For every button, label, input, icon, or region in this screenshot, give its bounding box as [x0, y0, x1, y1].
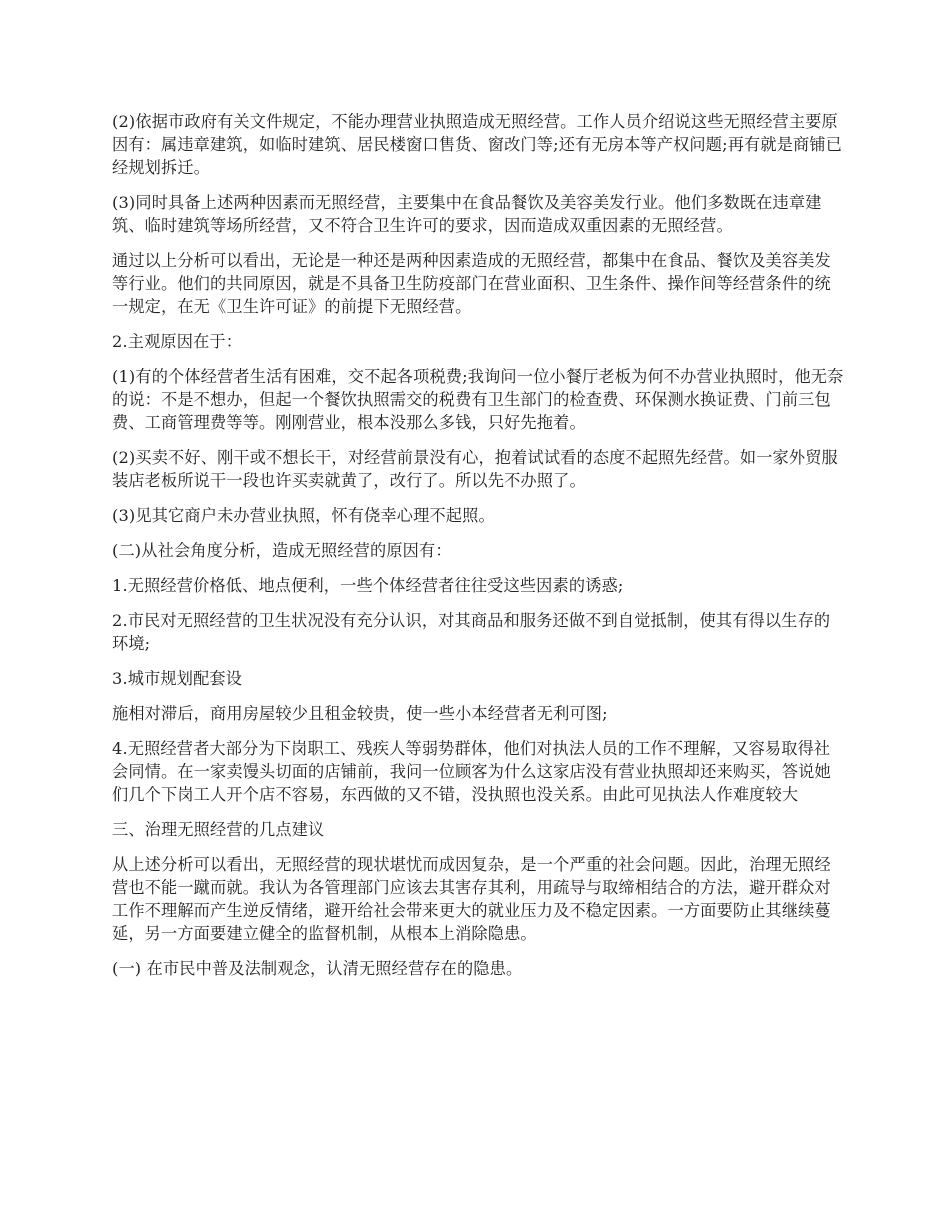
paragraph-cause-2: (2)依据市政府有关文件规定，不能办理营业执照造成无照经营。工作人员介绍说这些无照经营主要原因有：属违章建筑，如临时建筑、居民楼窗口售货、窗改门等;还有无房本等产权问题;再有就是商铺已经规划拆迁。 — [112, 112, 843, 177]
document-body — [112, 110, 844, 992]
paragraph-suggestions-intro: 从上述分析可以看出，无照经营的现状堪忧而成因复杂，是一个严重的社会问题。因此，治理无照经营也不能一蹴而就。我认为各管理部门应该去其害存其利，用疏导与取缔相结合的方法，避开群众对工作不理解而产生逆反情绪，避开给社会带来更大的就业压力及不稳定因素。一方面要防止其继续蔓延，另一方面要建立健全的监督机制，从根本上消除隐患。 — [112, 855, 831, 943]
paragraph-social-4: 4.无照经营者大部分为下岗职工、残疾人等弱势群体，他们对执法人员的工作不理解，又容易取得社会同情。在一家卖馒头切面的店铺前，我问一位顾客为什么这家店没有营业执照却还来购买，答说她们几个下岗工人开个店不容易，东西做的又不错，没执照也没关系。由此可见执法人作难度较大 — [112, 739, 831, 804]
paragraph-subjective-3: (3)见其它商户未办营业执照，怀有侥幸心理不起照。 — [112, 506, 495, 525]
paragraph-cause-3: (3)同时具备上述两种因素而无照经营，主要集中在食品餐饮及美容美发行业。他们多数既在违章建筑、临时建筑等场所经营，又不符合卫生许可的要求，因而造成双重因素的无照经营。 — [112, 193, 822, 235]
paragraph-social-1: 1.无照经营价格低、地点便利，一些个体经营者往往受这些因素的诱惑; — [112, 576, 624, 595]
section-heading-suggestions: 三、治理无照经营的几点建议 — [112, 820, 325, 839]
paragraph-social-3b: 施相对滞后，商用房屋较少且租金较贵，使一些小本经营者无利可图; — [112, 704, 608, 723]
subheading-subjective-causes: 2.主观原因在于： — [112, 332, 243, 351]
paragraph-subjective-1: (1)有的个体经营者生活有困难，交不起各项税费;我询问一位小餐厅老板为何不办营业执照时，他无奈的说：不是不想办，但起一个餐饮执照需交的税费有卫生部门的检查费、环保测水换证费、门前三包费、工商管理费等等。刚刚营业，根本没那么多钱，只好先拖着。 — [112, 367, 844, 432]
subheading-suggestion-1: (一) 在市民中普及法制观念，认清无照经营存在的隐患。 — [112, 959, 523, 978]
paragraph-social-3a: 3.城市规划配套设 — [112, 669, 243, 688]
paragraph-subjective-2: (2)买卖不好、刚干或不想长干，对经营前景没有心，抱着试试看的态度不起照先经营。如一家外贸服装店老板所说干一段也许买卖就黄了，改行了。所以先不办照了。 — [112, 448, 838, 490]
subheading-social-analysis: (二)从社会角度分析，造成无照经营的原因有： — [112, 541, 452, 560]
paragraph-analysis-summary: 通过以上分析可以看出，无论是一种还是两种因素造成的无照经营，都集中在食品、餐饮及美容美发等行业。他们的共同原因，就是不具备卫生防疫部门在营业面积、卫生条件、操作间等经营条件的统一规定，在无《卫生许可证》的前提下无照经营。 — [112, 251, 831, 316]
paragraph-social-2: 2.市民对无照经营的卫生状况没有充分认识，对其商品和服务还做不到自觉抵制，使其有得以生存的环境; — [112, 611, 831, 653]
